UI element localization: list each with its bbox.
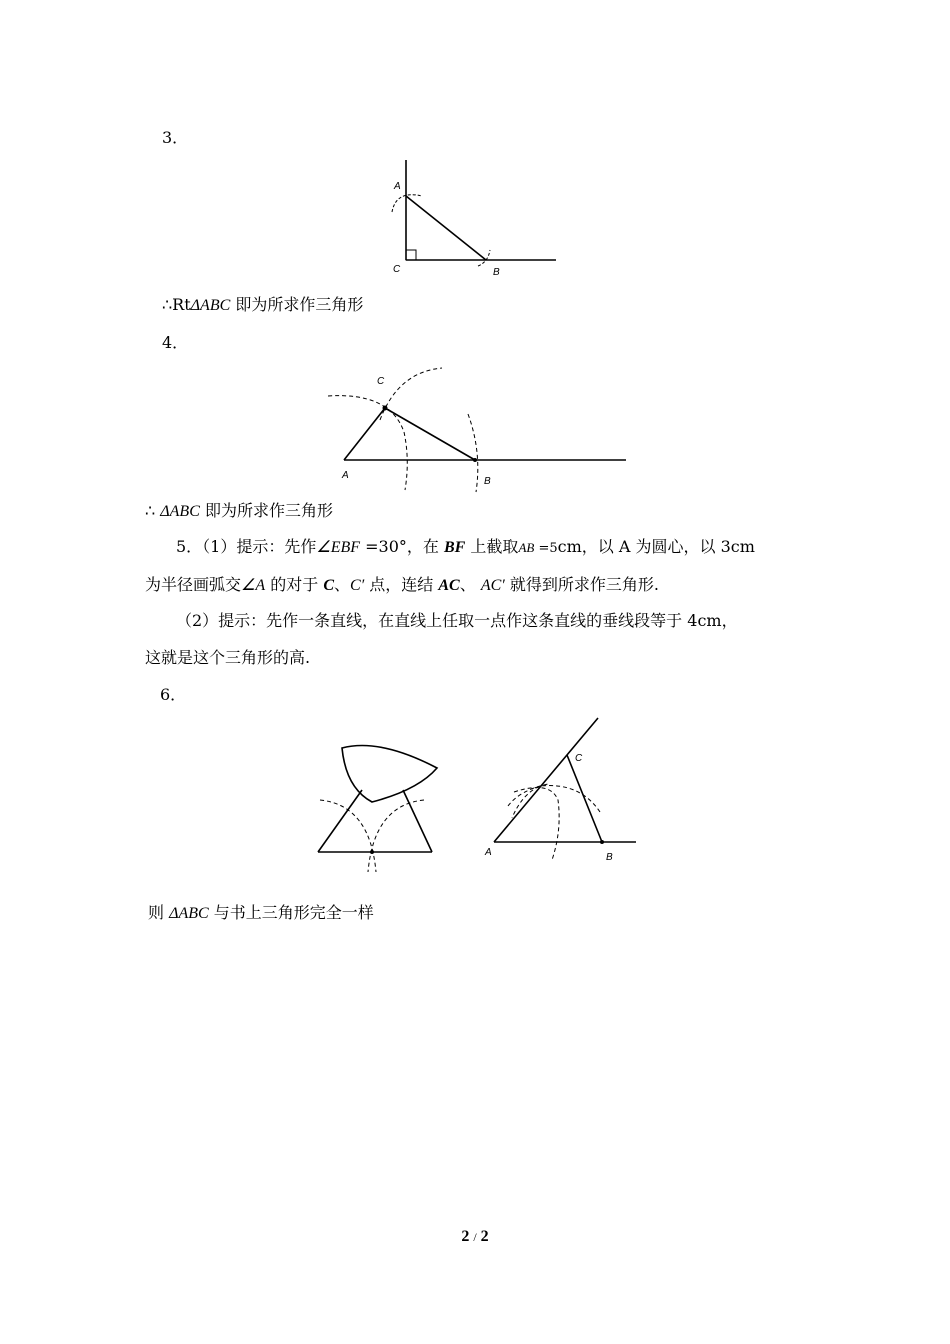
q6-label-a: A bbox=[485, 847, 492, 858]
q4-label-b: B bbox=[484, 476, 491, 487]
page-number bbox=[0, 1228, 950, 1246]
q6-right-arc-2 bbox=[512, 786, 600, 818]
q6-label-c: C bbox=[575, 753, 583, 764]
q4-conclusion-text: 即为所求作三角形 bbox=[199, 501, 333, 520]
q6-left-tri-side-left bbox=[318, 790, 362, 852]
page-total: 2 bbox=[480, 1228, 489, 1245]
q5-line2: 为半径画弧交∠A 的对于 C、C′ 点，连结 AC、 AC′ 就得到所求作三角形. bbox=[145, 575, 659, 594]
q6-right-arc-1 bbox=[514, 788, 559, 861]
q5-angle-ebf: ∠EBF bbox=[316, 539, 361, 556]
q5-line3: （2）提示：先作一条直线，在直线上任取一点作这条直线的垂线段等于 4cm， bbox=[176, 611, 738, 630]
q4-label-c: C bbox=[377, 376, 385, 387]
q6-left-arc-2 bbox=[368, 800, 424, 872]
q6-conclusion: 则 ΔABC 与书上三角形完全一样 bbox=[148, 903, 374, 922]
q6-right-ray bbox=[494, 718, 598, 842]
q6-number: 6． bbox=[160, 685, 187, 704]
q6-torn-piece bbox=[342, 746, 437, 803]
q3-label-b: B bbox=[493, 267, 500, 278]
q6-triangle: ΔABC bbox=[169, 905, 209, 922]
page-current: 2 bbox=[461, 1228, 470, 1245]
q3-conclusion-text: 即为所求作三角形 bbox=[230, 295, 364, 314]
q4-number: 4． bbox=[162, 333, 189, 352]
q3-number: 3． bbox=[162, 128, 189, 147]
q6-left-tri-side-right bbox=[403, 790, 432, 852]
q6-right-side-bc bbox=[567, 755, 602, 842]
q4-therefore: ∴ bbox=[145, 501, 161, 520]
q3-label-c: C bbox=[393, 264, 401, 275]
q5-line4: 这就是这个三角形的高. bbox=[145, 648, 311, 667]
q5-line1: 5．（1）提示：先作∠EBF =30°，在 BF 上截取AB =5cm，以 A 为圆心，以 3cm bbox=[176, 537, 755, 556]
q4-label-a: A bbox=[342, 470, 349, 481]
q6-left-intersection bbox=[370, 850, 374, 854]
q6-label-b: B bbox=[606, 852, 613, 863]
q3-label-a: A bbox=[394, 181, 401, 192]
page-separator: / bbox=[473, 1230, 477, 1244]
q3-therefore: ∴Rt bbox=[162, 295, 191, 314]
q4-triangle: ΔABC bbox=[160, 503, 200, 520]
q6-right-point-b bbox=[600, 840, 604, 844]
q3-triangle: ΔABC bbox=[190, 297, 231, 314]
